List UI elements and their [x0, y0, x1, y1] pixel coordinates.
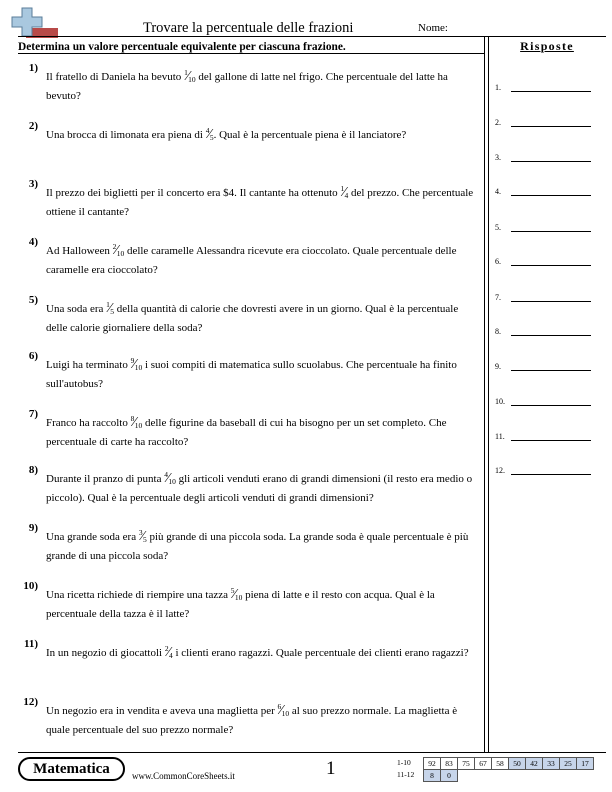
answer-number: 12.: [495, 466, 505, 475]
answer-line[interactable]: [511, 301, 591, 302]
answer-number: 2.: [495, 118, 501, 127]
site-url[interactable]: www.CommonCoreSheets.it: [132, 771, 235, 781]
question-number: 4): [28, 236, 38, 248]
score-empty: [577, 770, 594, 782]
fraction-slash: ⁄: [343, 185, 346, 200]
question-text-part: Una grande soda era: [46, 531, 139, 543]
answer-row-2[interactable]: [495, 109, 595, 129]
question-text-part: gli articoli venduti erano di grandi dimensioni (il resto era medio o piccolo). Qual è la percentuale degli articoli venduti di grandi dimensioni?: [46, 473, 473, 504]
answer-number: 5.: [495, 223, 501, 232]
score-cell: 17: [577, 758, 594, 770]
answer-line[interactable]: [511, 126, 591, 127]
question-number: 6): [28, 350, 38, 362]
fraction-denominator: 10: [188, 75, 196, 84]
fraction-slash: ⁄: [141, 529, 144, 544]
fraction: [165, 640, 173, 664]
score-cell: 50: [509, 758, 526, 770]
score-cell: 58: [492, 758, 509, 770]
answer-line[interactable]: [511, 231, 591, 232]
fraction: [131, 352, 143, 376]
instructions: Determina un valore percentuale equivalente per ciascuna frazione.: [18, 41, 346, 53]
question-text-part: Franco ha raccolto: [46, 417, 131, 429]
fraction-denominator: 10: [134, 363, 143, 372]
score-cell: 42: [526, 758, 543, 770]
question-text-part: Il fratello di Daniela ha bevuto: [46, 71, 185, 83]
fraction-numerator: 6: [277, 702, 282, 711]
fraction: [106, 296, 114, 320]
worksheet-title: Trovare la percentuale delle frazioni: [143, 20, 354, 36]
score-cell: 25: [560, 758, 577, 770]
question-number: 10): [23, 580, 38, 592]
score-empty: [543, 770, 560, 782]
question-text: [46, 238, 478, 279]
answer-line[interactable]: [511, 474, 591, 475]
score-empty: [458, 770, 475, 782]
answer-row-9[interactable]: [495, 353, 595, 373]
fraction-numerator: 9: [130, 356, 135, 365]
question-number: 5): [28, 294, 38, 306]
answer-row-11[interactable]: [495, 423, 595, 443]
question-number: 3): [28, 178, 38, 190]
score-cell: 83: [441, 758, 458, 770]
answer-number: 3.: [495, 153, 501, 162]
fraction-numerator: 1: [106, 300, 110, 309]
score-empty: [492, 770, 509, 782]
score-label-1: 1-10: [397, 758, 411, 767]
question-text-part: piena di latte e il resto con acqua. Qual è la percentuale della tazza è il latte?: [46, 589, 435, 620]
fraction-numerator: 4: [205, 126, 210, 135]
question-text-part: del prezzo. Che percentuale ottiene il cantante?: [46, 187, 474, 218]
fraction-slash: ⁄: [108, 301, 112, 316]
question-text: [46, 582, 478, 623]
question-text: [46, 122, 478, 146]
answer-row-1[interactable]: [495, 74, 595, 94]
fraction: [231, 582, 243, 606]
score-empty: [560, 770, 577, 782]
column-divider-2: [488, 36, 489, 752]
fraction: [139, 524, 147, 548]
fraction-denominator: 10: [134, 421, 143, 430]
answer-number: 10.: [495, 397, 505, 406]
question-text-part: al suo prezzo normale. La maglietta è quale percentuale del suo prezzo normale?: [46, 705, 458, 736]
fraction-denominator: 10: [234, 593, 243, 602]
score-empty: [475, 770, 492, 782]
score-table: [423, 757, 594, 782]
score-cell: 75: [458, 758, 475, 770]
question-text-part: Un negozio era in vendita e aveva una maglietta per: [46, 705, 278, 717]
footer-rule: [18, 752, 606, 753]
fraction-denominator: 10: [281, 709, 290, 718]
question-text: [46, 410, 478, 451]
fraction-numerator: 8: [130, 414, 135, 423]
answer-row-3[interactable]: [495, 144, 595, 164]
fraction-numerator: 3: [138, 528, 143, 537]
question-text-part: In un negozio di giocattoli: [46, 647, 165, 659]
question-number: 11): [23, 638, 38, 650]
answer-row-6[interactable]: [495, 248, 595, 268]
question-number: 7): [28, 408, 38, 420]
answer-number: 4.: [495, 187, 501, 196]
question-text-part: della quantità di calorie che dovresti avere in un giorno. Qual è la percentuale delle calorie giornaliere della soda?: [46, 303, 459, 334]
answer-line[interactable]: [511, 370, 591, 371]
question-number: 2): [28, 120, 38, 132]
fraction-denominator: 4: [168, 651, 173, 660]
answer-line[interactable]: [511, 440, 591, 441]
fraction: [131, 410, 143, 434]
score-cell: 67: [475, 758, 492, 770]
question-text-part: Luigi ha terminato: [46, 359, 131, 371]
question-text: [46, 64, 478, 105]
question-text-part: i clienti erano ragazzi. Quale percentuale dei clienti erano ragazzi?: [172, 647, 469, 659]
question-text-part: Ad Halloween: [46, 245, 113, 257]
question-text: [46, 296, 478, 337]
question-text-part: Il prezzo dei biglietti per il concerto era $4. Il cantante ha ottenuto: [46, 187, 341, 199]
score-empty: [526, 770, 543, 782]
fraction-numerator: 1: [340, 184, 345, 193]
fraction-numerator: 2: [112, 242, 117, 251]
fraction-slash: ⁄: [233, 587, 236, 602]
score-cell: 0: [441, 770, 458, 782]
question-number: 1): [28, 62, 38, 74]
answer-number: 9.: [495, 362, 501, 371]
answer-number: 11.: [495, 432, 505, 441]
answer-row-8[interactable]: [495, 318, 595, 338]
fraction-denominator: 10: [116, 249, 125, 258]
fraction-denominator: 5: [209, 133, 214, 142]
fraction-denominator: 10: [168, 477, 176, 486]
score-empty: [509, 770, 526, 782]
plus-logo-icon: [8, 6, 60, 40]
question-text-part: del gallone di latte nel frigo. Che percentuale del latte ha bevuto?: [46, 71, 448, 102]
question-number: 8): [28, 464, 38, 476]
answer-line[interactable]: [511, 265, 591, 266]
question-text: [46, 466, 478, 507]
question-text-part: Una soda era: [46, 303, 107, 315]
question-number: 9): [28, 522, 38, 534]
answer-number: 6.: [495, 257, 501, 266]
question-text-part: i suoi compiti di matematica sullo scuolabus. Che percentuale ha finito sull'autobus?: [46, 359, 457, 390]
question-text-part: più grande di una piccola soda. La grande soda è quale percentuale è più grande di una piccola soda?: [46, 531, 469, 562]
fraction: [164, 466, 176, 490]
answer-number: 7.: [495, 293, 501, 302]
answer-row-12[interactable]: [495, 457, 595, 477]
answer-row-5[interactable]: [495, 214, 595, 234]
answer-line[interactable]: [511, 195, 591, 196]
score-cell: 92: [424, 758, 441, 770]
question-text: [46, 640, 478, 664]
name-label: Nome:: [418, 22, 448, 34]
fraction: [206, 122, 214, 146]
fraction-slash: ⁄: [186, 69, 190, 84]
answer-row-7[interactable]: [495, 284, 595, 304]
question-text: [46, 180, 478, 221]
answer-number: 8.: [495, 327, 501, 336]
answer-row-10[interactable]: [495, 388, 595, 408]
question-text-part: Una ricetta richiede di riempire una tazza: [46, 589, 231, 601]
fraction-numerator: 1: [184, 68, 188, 77]
score-cell: 33: [543, 758, 560, 770]
answer-row-4[interactable]: [495, 178, 595, 198]
instructions-rule: [18, 53, 484, 54]
fraction: [113, 238, 125, 262]
answer-number: 1.: [495, 83, 501, 92]
fraction-slash: ⁄: [115, 243, 118, 258]
fraction-slash: ⁄: [167, 645, 170, 660]
question-text-part: . Qual è la percentuale piena è il lanciatore?: [213, 129, 407, 141]
brand-badge: Matematica: [18, 757, 125, 781]
score-cell: 8: [424, 770, 441, 782]
question-text: [46, 352, 478, 393]
fraction-slash: ⁄: [133, 357, 136, 372]
fraction-numerator: 4: [164, 470, 168, 479]
question-number: 12): [23, 696, 38, 708]
question-text-part: delle caramelle Alessandra ricevute era cioccolato. Quale percentuale delle caramelle era cioccolato?: [46, 245, 457, 276]
fraction: [184, 64, 196, 88]
question-text: [46, 698, 478, 739]
column-divider: [484, 36, 485, 752]
answer-line[interactable]: [511, 91, 591, 92]
fraction-numerator: 5: [230, 586, 235, 595]
answers-heading: Risposte: [520, 39, 574, 53]
page-number: 1: [326, 758, 336, 779]
fraction-slash: ⁄: [208, 127, 211, 142]
fraction-slash: ⁄: [133, 415, 136, 430]
fraction-denominator: 5: [110, 307, 115, 316]
answer-line[interactable]: [511, 161, 591, 162]
fraction-denominator: 4: [344, 191, 349, 200]
question-text-part: delle figurine da baseball di cui ha bisogno per un set completo. Che percentuale di carte ha raccolto?: [46, 417, 447, 448]
answer-line[interactable]: [511, 405, 591, 406]
question-text-part: Durante il pranzo di punta: [46, 473, 165, 485]
question-text: [46, 524, 478, 565]
fraction-slash: ⁄: [166, 471, 170, 486]
fraction: [278, 698, 290, 722]
answer-line[interactable]: [511, 335, 591, 336]
score-label-2: 11-12: [397, 770, 415, 779]
header-rule: [18, 36, 606, 37]
fraction-slash: ⁄: [280, 703, 283, 718]
fraction-denominator: 5: [142, 535, 147, 544]
question-text-part: Una brocca di limonata era piena di: [46, 129, 206, 141]
fraction-numerator: 2: [164, 644, 169, 653]
